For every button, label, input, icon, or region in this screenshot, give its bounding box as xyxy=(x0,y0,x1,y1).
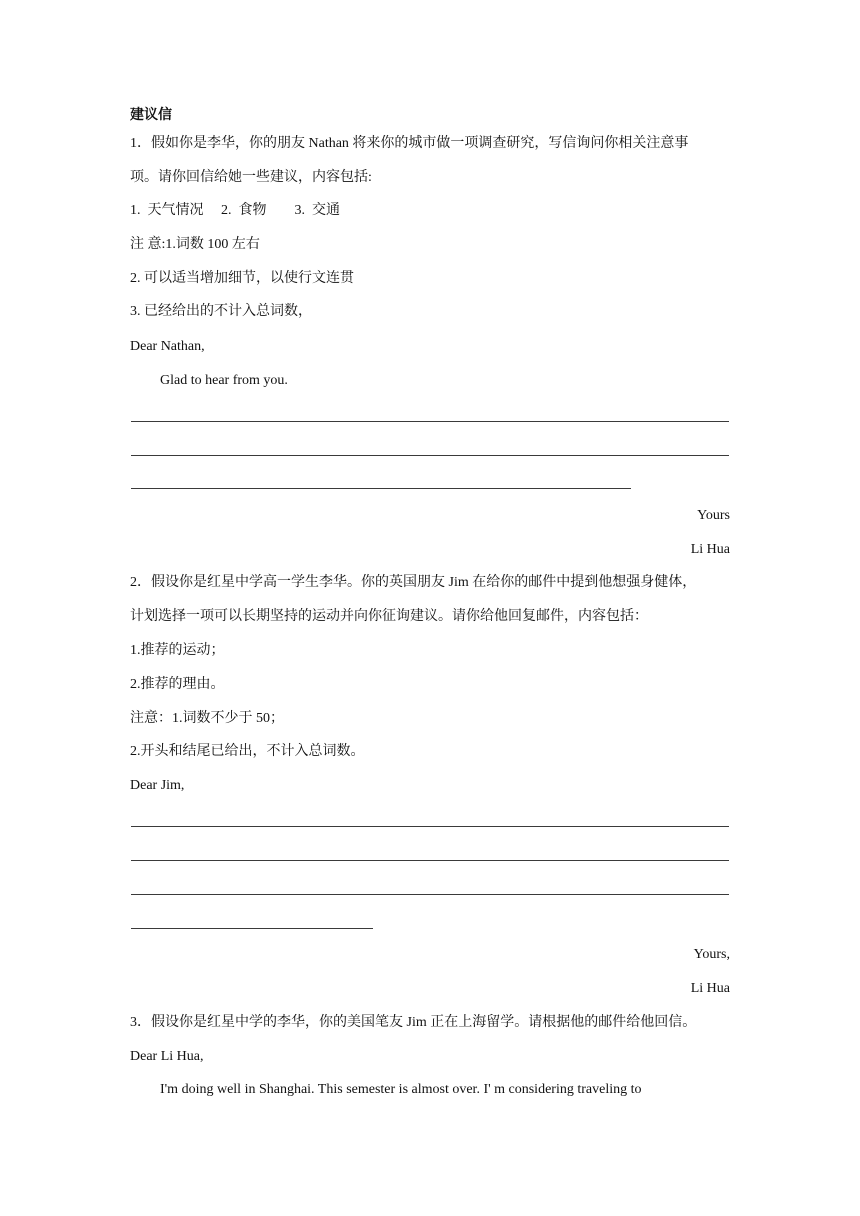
q1-prompt-line-1: 1．假如你是李华，你的朋友 Nathan 将来你的城市做一项调查研究，写信询问你相关注意事 xyxy=(130,136,689,151)
q2-answer-line-2 xyxy=(131,860,729,861)
q1-closing: Yours xyxy=(697,508,730,523)
q2-prompt-line-2: 计划选择一项可以长期坚持的运动并向你征询建议。请你给他回复邮件，内容包括： xyxy=(130,609,648,624)
q1-signature: Li Hua xyxy=(690,542,730,557)
q2-item-2: 2.推荐的理由。 xyxy=(130,677,225,692)
q2-note-2: 2.开头和结尾已给出，不计入总词数。 xyxy=(130,744,365,759)
q2-signature: Li Hua xyxy=(690,981,730,996)
q1-note-2: 2. 可以适当增加细节，以使行文连贯 xyxy=(130,271,354,286)
q1-prompt-line-2: 项。请你回信给她一些建议，内容包括: xyxy=(130,170,372,185)
q1-content-points: 1. 天气情况 2. 食物 3. 交通 xyxy=(130,203,340,218)
q1-answer-line-3 xyxy=(131,488,631,489)
q2-greeting: Dear Jim, xyxy=(130,778,185,793)
q2-answer-line-1 xyxy=(131,826,729,827)
q1-answer-line-1 xyxy=(131,421,729,422)
q1-opening: Glad to hear from you. xyxy=(160,373,288,388)
q2-answer-line-4 xyxy=(131,928,373,929)
q3-email-body: I'm doing well in Shanghai. This semester is almost over. I' m considering traveling to xyxy=(160,1082,642,1097)
q1-greeting: Dear Nathan, xyxy=(130,339,205,354)
q3-prompt: 3．假设你是红星中学的李华，你的美国笔友 Jim 正在上海留学。请根据他的邮件给他回信。 xyxy=(130,1015,697,1030)
q3-greeting: Dear Li Hua, xyxy=(130,1049,204,1064)
q2-answer-line-3 xyxy=(131,894,729,895)
q1-note-1: 注 意:1.词数 100 左右 xyxy=(130,237,260,252)
q1-answer-line-2 xyxy=(131,455,729,456)
section-title: 建议信 xyxy=(130,108,172,123)
q2-item-1: 1.推荐的运动； xyxy=(130,643,225,658)
q1-note-3: 3. 已经给出的不计入总词数， xyxy=(130,304,312,319)
q2-closing: Yours, xyxy=(693,947,730,962)
q2-note-1: 注意：1.词数不少于 50； xyxy=(130,711,284,726)
q2-prompt-line-1: 2．假设你是红星中学高一学生李华。你的英国朋友 Jim 在给你的邮件中提到他想强身健体， xyxy=(130,575,697,590)
